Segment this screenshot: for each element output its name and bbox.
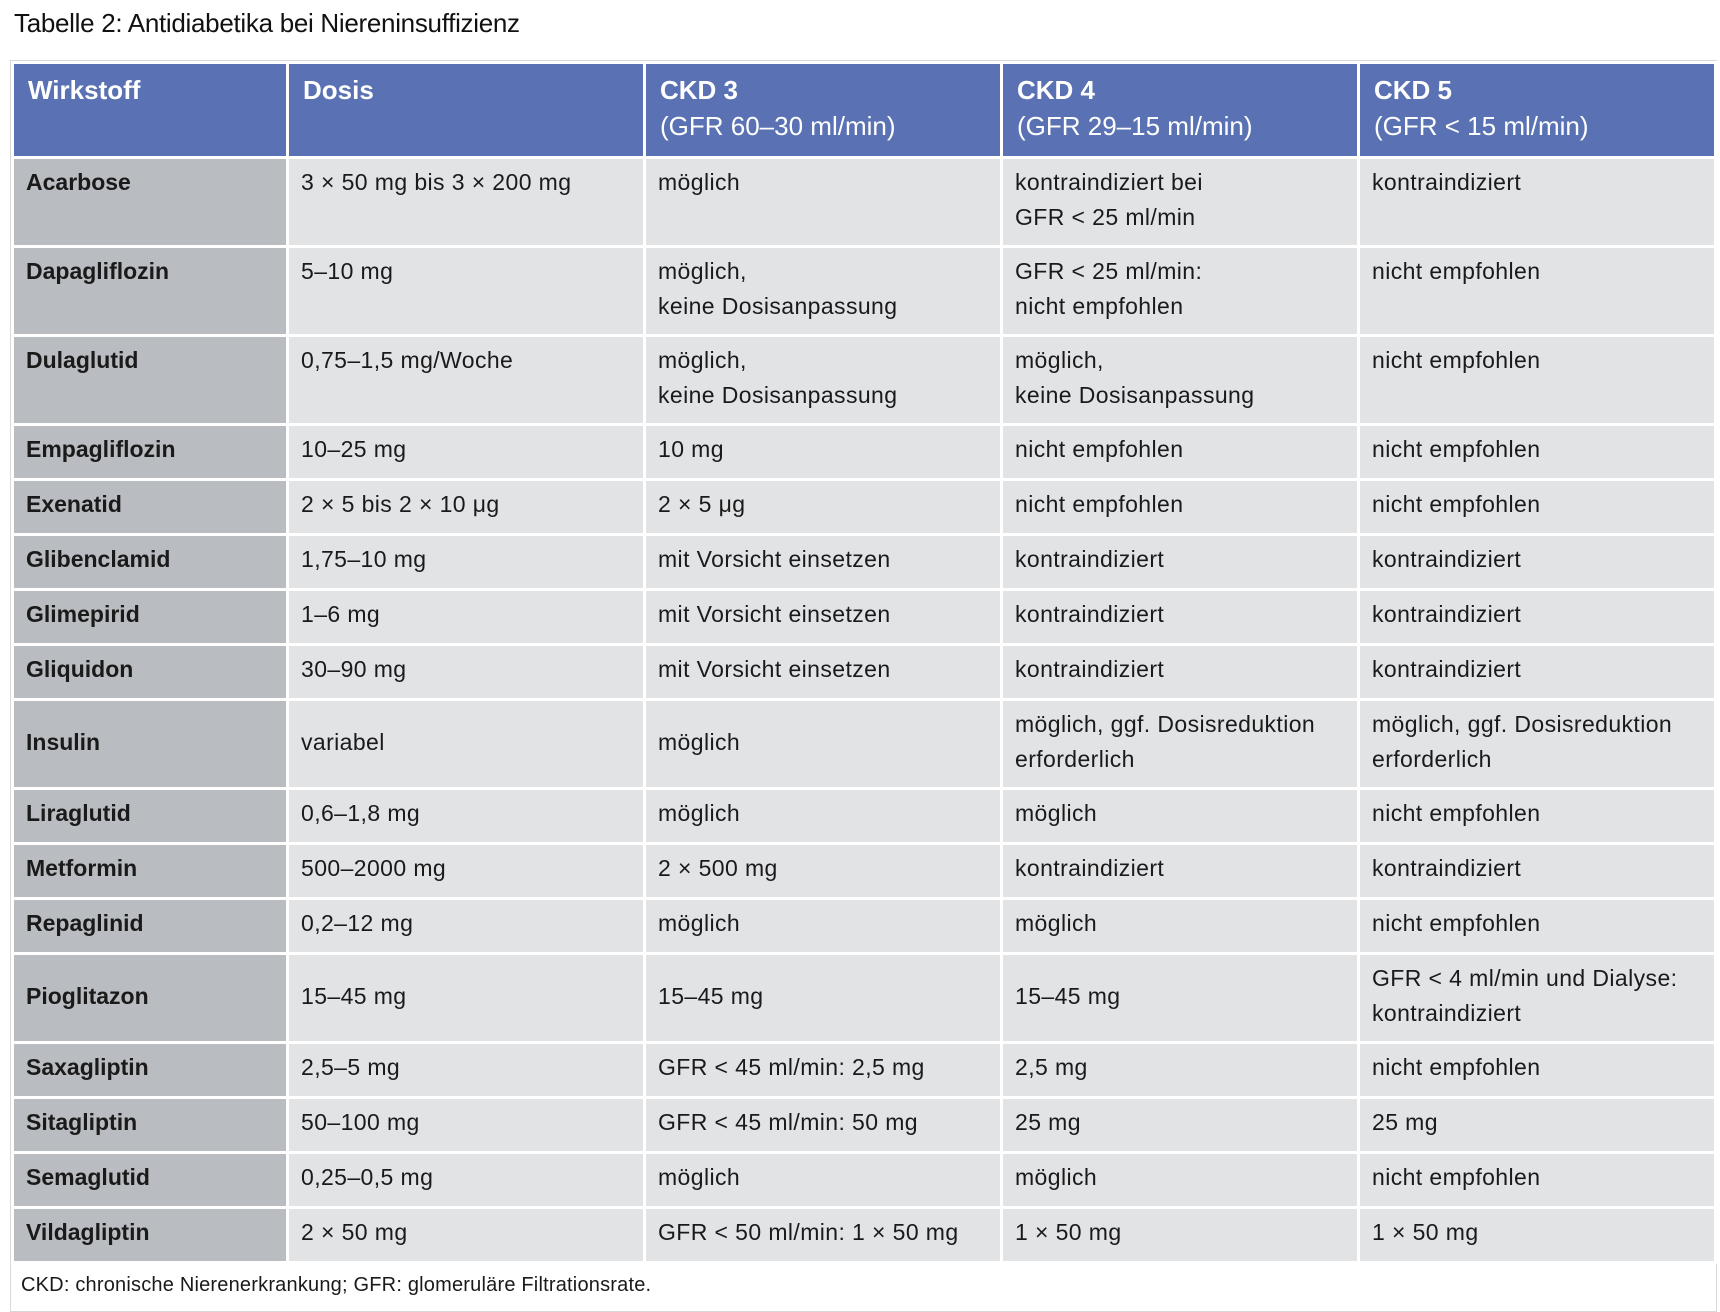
ckd4-cell <box>1003 248 1357 334</box>
cell-text: 0,6–1,8 mg <box>301 800 421 826</box>
cell-text: mit Vorsicht einsetzen <box>658 601 891 627</box>
cell-text: 15–45 mg <box>301 982 407 1009</box>
drug-name-cell: Saxagliptin <box>14 1044 286 1096</box>
ckd3-cell <box>646 337 1000 423</box>
table-caption: Tabelle 2: Antidiabetika bei Niereninsuffizienz <box>14 8 520 38</box>
cell-text: möglich <box>658 1164 741 1190</box>
header-label: CKD 4 <box>1017 75 1096 105</box>
drug-name-cell: Acarbose <box>14 159 286 245</box>
drug-name-cell: Insulin <box>14 701 286 787</box>
table-row <box>14 159 1714 245</box>
cell-text: kontraindiziert <box>1372 855 1522 881</box>
header-sublabel: (GFR 60–30 ml/min) <box>660 111 896 141</box>
cell-text: möglich, <box>658 258 747 284</box>
cell-text: möglich <box>658 910 741 936</box>
cell-text: nicht empfohlen <box>1372 491 1541 517</box>
cell-text: kontraindiziert <box>1015 656 1165 682</box>
drug-name-cell: Exenatid <box>14 481 286 533</box>
cell-text: möglich <box>1015 1164 1098 1190</box>
drug-name-cell: Empagliflozin <box>14 426 286 478</box>
table-row <box>14 248 1714 334</box>
cell-text: erforderlich <box>1015 746 1135 772</box>
header-label: Dosis <box>303 75 374 105</box>
ckd5-cell <box>1360 845 1714 897</box>
cell-text: möglich <box>658 800 741 826</box>
ckd3-cell <box>646 248 1000 334</box>
drug-name-cell: Metformin <box>14 845 286 897</box>
ckd3-cell <box>646 1154 1000 1206</box>
cell-text: 2 × 5 bis 2 × 10 μg <box>301 491 500 517</box>
cell-text: möglich <box>1015 910 1098 936</box>
cell-text: kontraindiziert <box>1372 169 1522 195</box>
cell-text: GFR < 4 ml/min und Dialyse: <box>1372 965 1678 991</box>
table-row <box>14 1044 1714 1096</box>
cell-text: 50–100 mg <box>301 1109 420 1135</box>
ckd3-cell <box>646 591 1000 643</box>
ckd5-cell <box>1360 1099 1714 1151</box>
cell-text: nicht empfohlen <box>1372 800 1541 826</box>
table-frame <box>10 60 1717 1312</box>
ckd5-cell <box>1360 1154 1714 1206</box>
cell-text: nicht empfohlen <box>1015 293 1184 319</box>
cell-text: 2 × 5 μg <box>658 491 746 517</box>
cell-text: 15–45 mg <box>1015 982 1121 1009</box>
dose-cell <box>289 536 643 588</box>
ckd5-cell <box>1360 1044 1714 1096</box>
ckd4-cell <box>1003 790 1357 842</box>
cell-text: 2,5 mg <box>1015 1054 1088 1080</box>
dose-cell <box>289 955 643 1041</box>
cell-text: mit Vorsicht einsetzen <box>658 656 891 682</box>
cell-text: mit Vorsicht einsetzen <box>658 546 891 572</box>
dose-cell <box>289 426 643 478</box>
table-row <box>14 790 1714 842</box>
dose-cell <box>289 1099 643 1151</box>
cell-text: 1,75–10 mg <box>301 546 427 572</box>
drug-name-cell: Dapagliflozin <box>14 248 286 334</box>
cell-text: nicht empfohlen <box>1372 1164 1541 1190</box>
dose-cell <box>289 1044 643 1096</box>
ckd4-cell <box>1003 159 1357 245</box>
ckd3-cell <box>646 426 1000 478</box>
cell-text: kontraindiziert <box>1015 855 1165 881</box>
table-row <box>14 701 1714 787</box>
table-row <box>14 337 1714 423</box>
cell-text: kontraindiziert <box>1015 601 1165 627</box>
cell-text: möglich, <box>1015 347 1104 373</box>
ckd3-cell <box>646 1044 1000 1096</box>
cell-text: variabel <box>301 728 385 755</box>
ckd4-cell <box>1003 337 1357 423</box>
cell-text: kontraindiziert <box>1372 546 1522 572</box>
table-row <box>14 536 1714 588</box>
drug-name-cell: Glibenclamid <box>14 536 286 588</box>
antidiabetics-table <box>11 61 1717 1264</box>
ckd5-cell <box>1360 481 1714 533</box>
drug-name-cell: Semaglutid <box>14 1154 286 1206</box>
table-row <box>14 845 1714 897</box>
cell-text: keine Dosisanpassung <box>658 293 898 319</box>
ckd5-cell <box>1360 646 1714 698</box>
ckd3-cell <box>646 646 1000 698</box>
dose-cell <box>289 591 643 643</box>
cell-text: möglich, ggf. Dosisreduktion <box>1372 711 1673 737</box>
ckd5-cell <box>1360 591 1714 643</box>
drug-name-cell: Liraglutid <box>14 790 286 842</box>
cell-text: 15–45 mg <box>658 982 764 1009</box>
drug-name-cell: Repaglinid <box>14 900 286 952</box>
drug-name-cell: Pioglitazon <box>14 955 286 1041</box>
cell-text: kontraindiziert <box>1372 656 1522 682</box>
ckd5-cell <box>1360 790 1714 842</box>
ckd5-cell <box>1360 536 1714 588</box>
table-row <box>14 900 1714 952</box>
header-wirkstoff <box>14 64 286 156</box>
drug-name-cell: Glimepirid <box>14 591 286 643</box>
cell-text: GFR < 25 ml/min <box>1015 204 1196 230</box>
cell-text: GFR < 25 ml/min: <box>1015 258 1203 284</box>
ckd4-cell <box>1003 1099 1357 1151</box>
cell-text: 1 × 50 mg <box>1015 1219 1122 1245</box>
cell-text: nicht empfohlen <box>1372 258 1541 284</box>
dose-cell <box>289 248 643 334</box>
header-dosis <box>289 64 643 156</box>
table-row <box>14 955 1714 1041</box>
drug-name-cell: Gliquidon <box>14 646 286 698</box>
cell-text: GFR < 50 ml/min: 1 × 50 mg <box>658 1219 959 1245</box>
cell-text: keine Dosisanpassung <box>1015 382 1255 408</box>
header-label: Wirkstoff <box>28 75 141 105</box>
ckd3-cell <box>646 1209 1000 1261</box>
ckd3-cell <box>646 481 1000 533</box>
dose-cell <box>289 701 643 787</box>
header-label: CKD 3 <box>660 75 739 105</box>
ckd4-cell <box>1003 845 1357 897</box>
cell-text: GFR < 45 ml/min: 50 mg <box>658 1109 918 1135</box>
dose-cell <box>289 646 643 698</box>
cell-text: nicht empfohlen <box>1015 491 1184 517</box>
table-row <box>14 1099 1714 1151</box>
cell-text: 2 × 500 mg <box>658 855 778 881</box>
table-row <box>14 426 1714 478</box>
ckd5-cell <box>1360 248 1714 334</box>
cell-text: 0,75–1,5 mg/Woche <box>301 347 514 373</box>
dose-cell <box>289 481 643 533</box>
ckd5-cell <box>1360 955 1714 1041</box>
table-footnote: CKD: chronische Nierenerkrankung; GFR: glomeruläre Filtrationsrate. <box>11 1264 1716 1311</box>
ckd3-cell <box>646 845 1000 897</box>
ckd3-cell <box>646 790 1000 842</box>
cell-text: 2 × 50 mg <box>301 1219 408 1245</box>
header-ckd4 <box>1003 64 1357 156</box>
drug-name-cell: Sitagliptin <box>14 1099 286 1151</box>
header-sublabel: (GFR < 15 ml/min) <box>1374 111 1589 141</box>
table-row <box>14 646 1714 698</box>
dose-cell <box>289 900 643 952</box>
header-label: CKD 5 <box>1374 75 1453 105</box>
table-row <box>14 1154 1714 1206</box>
cell-text: möglich, <box>658 347 747 373</box>
ckd5-cell <box>1360 701 1714 787</box>
cell-text: möglich, ggf. Dosisreduktion <box>1015 711 1316 737</box>
header-row <box>14 64 1714 156</box>
ckd5-cell <box>1360 426 1714 478</box>
ckd5-cell <box>1360 900 1714 952</box>
ckd5-cell <box>1360 159 1714 245</box>
dose-cell <box>289 845 643 897</box>
table-row <box>14 591 1714 643</box>
header-ckd5 <box>1360 64 1714 156</box>
ckd3-cell <box>646 1099 1000 1151</box>
cell-text: 3 × 50 mg bis 3 × 200 mg <box>301 169 572 195</box>
dose-cell <box>289 1209 643 1261</box>
ckd4-cell <box>1003 1209 1357 1261</box>
ckd4-cell <box>1003 1154 1357 1206</box>
cell-text: 25 mg <box>1372 1109 1438 1135</box>
cell-text: möglich <box>658 728 741 755</box>
cell-text: 25 mg <box>1015 1109 1081 1135</box>
cell-text: nicht empfohlen <box>1372 436 1541 462</box>
ckd4-cell <box>1003 701 1357 787</box>
cell-text: kontraindiziert <box>1015 546 1165 572</box>
cell-text: nicht empfohlen <box>1372 1054 1541 1080</box>
cell-text: möglich <box>1015 800 1098 826</box>
ckd5-cell <box>1360 1209 1714 1261</box>
cell-text: 30–90 mg <box>301 656 407 682</box>
table-row <box>14 481 1714 533</box>
drug-name-cell: Vildagliptin <box>14 1209 286 1261</box>
table-row <box>14 1209 1714 1261</box>
ckd4-cell <box>1003 900 1357 952</box>
table-body <box>14 159 1714 1261</box>
ckd5-cell <box>1360 337 1714 423</box>
cell-text: 10 mg <box>658 436 724 462</box>
drug-name-cell: Dulaglutid <box>14 337 286 423</box>
ckd4-cell <box>1003 646 1357 698</box>
dose-cell <box>289 337 643 423</box>
cell-text: kontraindiziert <box>1372 1000 1522 1026</box>
cell-text: 2,5–5 mg <box>301 1054 401 1080</box>
ckd4-cell <box>1003 1044 1357 1096</box>
ckd4-cell <box>1003 955 1357 1041</box>
cell-text: möglich <box>658 169 741 195</box>
ckd4-cell <box>1003 536 1357 588</box>
cell-text: GFR < 45 ml/min: 2,5 mg <box>658 1054 925 1080</box>
header-sublabel: (GFR 29–15 ml/min) <box>1017 111 1253 141</box>
dose-cell <box>289 790 643 842</box>
cell-text: 1 × 50 mg <box>1372 1219 1479 1245</box>
ckd3-cell <box>646 955 1000 1041</box>
cell-text: erforderlich <box>1372 746 1492 772</box>
cell-text: nicht empfohlen <box>1372 347 1541 373</box>
ckd4-cell <box>1003 481 1357 533</box>
cell-text: 0,25–0,5 mg <box>301 1164 434 1190</box>
cell-text: 0,2–12 mg <box>301 910 414 936</box>
cell-text: 5–10 mg <box>301 258 394 284</box>
cell-text: 500–2000 mg <box>301 855 447 881</box>
ckd3-cell <box>646 536 1000 588</box>
ckd4-cell <box>1003 591 1357 643</box>
ckd3-cell <box>646 159 1000 245</box>
cell-text: 10–25 mg <box>301 436 407 462</box>
cell-text: keine Dosisanpassung <box>658 382 898 408</box>
ckd3-cell <box>646 900 1000 952</box>
cell-text: kontraindiziert bei <box>1015 169 1203 195</box>
cell-text: 1–6 mg <box>301 601 381 627</box>
dose-cell <box>289 1154 643 1206</box>
dose-cell <box>289 159 643 245</box>
cell-text: nicht empfohlen <box>1372 910 1541 936</box>
ckd4-cell <box>1003 426 1357 478</box>
ckd3-cell <box>646 701 1000 787</box>
cell-text: nicht empfohlen <box>1015 436 1184 462</box>
cell-text: kontraindiziert <box>1372 601 1522 627</box>
header-ckd3 <box>646 64 1000 156</box>
